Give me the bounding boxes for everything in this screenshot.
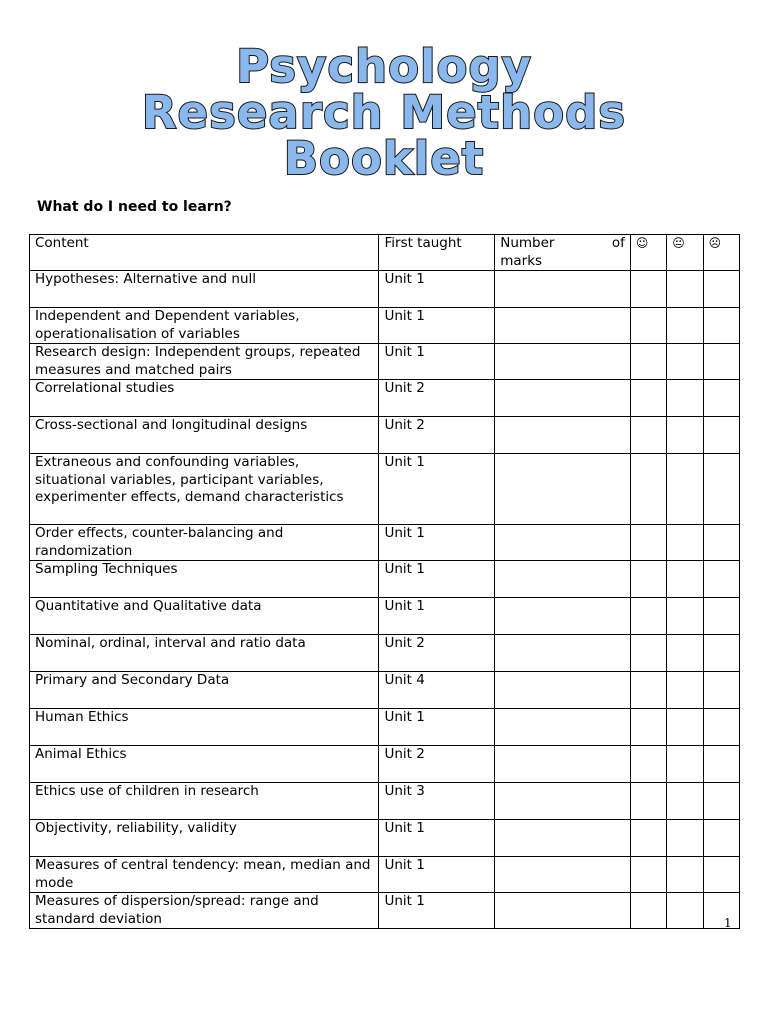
marks-input-cell[interactable] bbox=[495, 380, 631, 417]
first-taught-cell: Unit 3 bbox=[379, 783, 495, 820]
content-cell: Human Ethics bbox=[30, 709, 379, 746]
table-row bbox=[30, 820, 740, 857]
neutral-rating-cell[interactable] bbox=[667, 561, 703, 598]
table-row bbox=[30, 635, 740, 672]
table-row bbox=[30, 380, 740, 417]
marks-input-cell[interactable] bbox=[495, 454, 631, 525]
sad-rating-cell[interactable] bbox=[703, 271, 739, 308]
marks-input-cell[interactable] bbox=[495, 709, 631, 746]
happy-rating-cell[interactable] bbox=[630, 454, 666, 525]
marks-input-cell[interactable] bbox=[495, 271, 631, 308]
table-row bbox=[30, 271, 740, 308]
content-cell: Cross-sectional and longitudinal designs bbox=[30, 417, 379, 454]
first-taught-cell: Unit 1 bbox=[379, 857, 495, 893]
happy-rating-cell[interactable] bbox=[630, 561, 666, 598]
marks-input-cell[interactable] bbox=[495, 344, 631, 380]
happy-rating-cell[interactable] bbox=[630, 417, 666, 454]
happy-rating-cell[interactable] bbox=[630, 857, 666, 893]
happy-rating-cell[interactable] bbox=[630, 344, 666, 380]
marks-input-cell[interactable] bbox=[495, 635, 631, 672]
first-taught-cell: Unit 1 bbox=[379, 308, 495, 344]
sad-rating-cell[interactable] bbox=[703, 417, 739, 454]
content-cell: Correlational studies bbox=[30, 380, 379, 417]
content-cell: Ethics use of children in research bbox=[30, 783, 379, 820]
content-cell: Hypotheses: Alternative and null bbox=[30, 271, 379, 308]
sad-rating-cell[interactable] bbox=[703, 598, 739, 635]
booklet-title bbox=[0, 40, 768, 185]
first-taught-cell: Unit 1 bbox=[379, 561, 495, 598]
happy-rating-cell[interactable] bbox=[630, 598, 666, 635]
marks-input-cell[interactable] bbox=[495, 598, 631, 635]
sad-rating-cell[interactable] bbox=[703, 344, 739, 380]
content-cell: Measures of central tendency: mean, median and mode bbox=[30, 857, 379, 893]
content-cell: Objectivity, reliability, validity bbox=[30, 820, 379, 857]
marks-input-cell[interactable] bbox=[495, 746, 631, 783]
table-row bbox=[30, 783, 740, 820]
first-taught-cell: Unit 1 bbox=[379, 271, 495, 308]
neutral-rating-cell[interactable] bbox=[667, 783, 703, 820]
sad-rating-cell[interactable] bbox=[703, 709, 739, 746]
sad-rating-cell[interactable] bbox=[703, 454, 739, 525]
intro-heading: What do I need to learn? bbox=[37, 199, 232, 215]
first-taught-cell: Unit 4 bbox=[379, 672, 495, 709]
neutral-rating-cell[interactable] bbox=[667, 746, 703, 783]
neutral-rating-cell[interactable] bbox=[667, 635, 703, 672]
neutral-rating-cell[interactable] bbox=[667, 308, 703, 344]
neutral-rating-cell[interactable] bbox=[667, 454, 703, 525]
table-row bbox=[30, 893, 740, 929]
sad-rating-cell[interactable] bbox=[703, 561, 739, 598]
first-taught-cell: Unit 1 bbox=[379, 893, 495, 929]
first-taught-cell: Unit 1 bbox=[379, 598, 495, 635]
happy-rating-cell[interactable] bbox=[630, 709, 666, 746]
content-cell: Nominal, ordinal, interval and ratio data bbox=[30, 635, 379, 672]
table-row bbox=[30, 417, 740, 454]
table-body bbox=[30, 271, 740, 929]
first-taught-cell: Unit 1 bbox=[379, 525, 495, 561]
first-taught-cell: Unit 2 bbox=[379, 380, 495, 417]
learning-checklist-table bbox=[29, 234, 740, 929]
content-cell: Quantitative and Qualitative data bbox=[30, 598, 379, 635]
sad-rating-cell[interactable] bbox=[703, 857, 739, 893]
table-row bbox=[30, 525, 740, 561]
first-taught-cell: Unit 1 bbox=[379, 820, 495, 857]
sad-rating-cell[interactable] bbox=[703, 783, 739, 820]
header-content: Content bbox=[30, 235, 379, 271]
table-row bbox=[30, 746, 740, 783]
happy-rating-cell[interactable] bbox=[630, 672, 666, 709]
marks-input-cell[interactable] bbox=[495, 308, 631, 344]
header-first-taught: First taught bbox=[379, 235, 495, 271]
neutral-rating-cell[interactable] bbox=[667, 598, 703, 635]
table-row bbox=[30, 308, 740, 344]
neutral-rating-cell[interactable] bbox=[667, 672, 703, 709]
marks-input-cell[interactable] bbox=[495, 525, 631, 561]
first-taught-cell: Unit 1 bbox=[379, 344, 495, 380]
table-row bbox=[30, 454, 740, 525]
first-taught-cell: Unit 2 bbox=[379, 746, 495, 783]
neutral-rating-cell[interactable] bbox=[667, 344, 703, 380]
sad-rating-cell[interactable] bbox=[703, 525, 739, 561]
table-row bbox=[30, 561, 740, 598]
table-header-row bbox=[30, 235, 740, 271]
sad-rating-cell[interactable] bbox=[703, 380, 739, 417]
neutral-rating-cell[interactable] bbox=[667, 820, 703, 857]
neutral-rating-cell[interactable] bbox=[667, 893, 703, 929]
neutral-rating-cell[interactable] bbox=[667, 417, 703, 454]
content-cell: Order effects, counter-balancing and randomization bbox=[30, 525, 379, 561]
content-cell: Primary and Secondary Data bbox=[30, 672, 379, 709]
header-marks-word-marks: marks bbox=[500, 252, 543, 269]
neutral-rating-cell[interactable] bbox=[667, 857, 703, 893]
happy-rating-cell[interactable] bbox=[630, 783, 666, 820]
marks-input-cell[interactable] bbox=[495, 672, 631, 709]
table-row bbox=[30, 344, 740, 380]
first-taught-cell: Unit 1 bbox=[379, 454, 495, 525]
sad-rating-cell[interactable] bbox=[703, 308, 739, 344]
neutral-face-icon: 😐 bbox=[667, 235, 703, 271]
happy-rating-cell[interactable] bbox=[630, 271, 666, 308]
neutral-rating-cell[interactable] bbox=[667, 380, 703, 417]
sad-face-icon: ☹ bbox=[703, 235, 739, 271]
header-number-of-marks bbox=[495, 235, 631, 271]
neutral-rating-cell[interactable] bbox=[667, 271, 703, 308]
neutral-rating-cell[interactable] bbox=[667, 525, 703, 561]
happy-rating-cell[interactable] bbox=[630, 308, 666, 344]
marks-input-cell[interactable] bbox=[495, 893, 631, 929]
neutral-rating-cell[interactable] bbox=[667, 709, 703, 746]
happy-rating-cell[interactable] bbox=[630, 525, 666, 561]
happy-rating-cell[interactable] bbox=[630, 380, 666, 417]
content-cell: Measures of dispersion/spread: range and standard deviation bbox=[30, 893, 379, 929]
content-cell: Extraneous and confounding variables, situational variables, participant variables, experimenter effects, demand characteristics bbox=[30, 454, 379, 525]
content-cell: Independent and Dependent variables, operationalisation of variables bbox=[30, 308, 379, 344]
marks-input-cell[interactable] bbox=[495, 820, 631, 857]
marks-input-cell[interactable] bbox=[495, 857, 631, 893]
marks-input-cell[interactable] bbox=[495, 561, 631, 598]
table-row bbox=[30, 672, 740, 709]
happy-rating-cell[interactable] bbox=[630, 635, 666, 672]
table-row bbox=[30, 598, 740, 635]
title-line-1: Psychology bbox=[236, 40, 532, 93]
happy-rating-cell[interactable] bbox=[630, 746, 666, 783]
page-number: 1 bbox=[724, 916, 732, 930]
sad-rating-cell[interactable] bbox=[703, 672, 739, 709]
header-marks-word-number: Number bbox=[500, 235, 555, 251]
table-row bbox=[30, 857, 740, 893]
happy-rating-cell[interactable] bbox=[630, 893, 666, 929]
sad-rating-cell[interactable] bbox=[703, 746, 739, 783]
title-line-3: Booklet bbox=[283, 132, 485, 185]
marks-input-cell[interactable] bbox=[495, 783, 631, 820]
title-line-2: Research Methods bbox=[141, 86, 627, 139]
content-cell: Animal Ethics bbox=[30, 746, 379, 783]
marks-input-cell[interactable] bbox=[495, 417, 631, 454]
first-taught-cell: Unit 2 bbox=[379, 417, 495, 454]
sad-rating-cell[interactable] bbox=[703, 893, 739, 929]
happy-rating-cell[interactable] bbox=[630, 820, 666, 857]
sad-rating-cell[interactable] bbox=[703, 635, 739, 672]
first-taught-cell: Unit 2 bbox=[379, 635, 495, 672]
content-cell: Sampling Techniques bbox=[30, 561, 379, 598]
table-row bbox=[30, 709, 740, 746]
content-cell: Research design: Independent groups, repeated measures and matched pairs bbox=[30, 344, 379, 380]
header-marks-word-of: of bbox=[611, 235, 625, 251]
first-taught-cell: Unit 1 bbox=[379, 709, 495, 746]
happy-face-icon: ☺ bbox=[630, 235, 666, 271]
sad-rating-cell[interactable] bbox=[703, 820, 739, 857]
